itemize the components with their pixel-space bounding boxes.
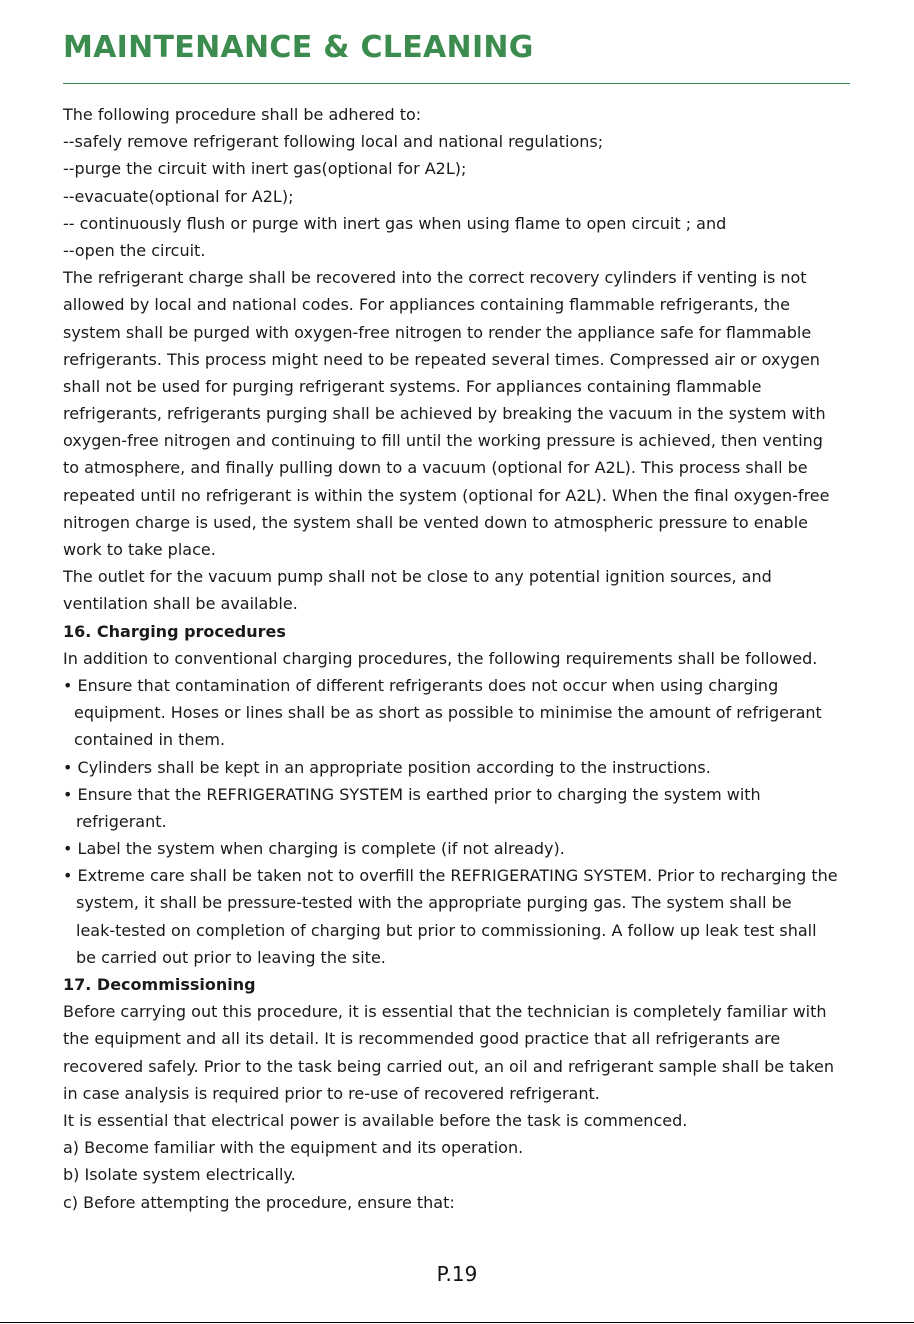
text-line: In addition to conventional charging procedures, the following requirements shall be followed. [63, 648, 818, 668]
text-line: contained in them. [74, 730, 226, 750]
title-divider [63, 83, 850, 84]
text-line: refrigerants. This process might need to be repeated several times. Compressed air or oxygen [63, 349, 820, 369]
text-line: shall not be used for purging refrigerant systems. For appliances containing flammable [63, 376, 762, 396]
text-line: • Label the system when charging is complete (if not already). [63, 839, 565, 859]
text-line: nitrogen charge is used, the system shall be vented down to atmospheric pressure to enable [63, 512, 808, 532]
text-line: • Extreme care shall be taken not to overfill the REFRIGERATING SYSTEM. Prior to recharging the [63, 866, 838, 886]
text-line: --evacuate(optional for A2L); [63, 186, 294, 206]
text-line: in case analysis is required prior to re-use of recovered refrigerant. [63, 1083, 600, 1103]
text-line: c) Before attempting the procedure, ensure that: [63, 1192, 455, 1212]
text-line: --purge the circuit with inert gas(optional for A2L); [63, 159, 467, 179]
text-line: a) Become familiar with the equipment and its operation. [63, 1138, 524, 1158]
text-line: It is essential that electrical power is available before the task is commenced. [63, 1110, 688, 1130]
page-number: P.19 [436, 1262, 478, 1286]
text-line: The refrigerant charge shall be recovered into the correct recovery cylinders if venting is not [63, 268, 807, 288]
text-line: • Ensure that the REFRIGERATING SYSTEM is earthed prior to charging the system with [63, 784, 761, 804]
section-heading: 17. Decommissioning [63, 975, 256, 994]
text-line: The outlet for the vacuum pump shall not be close to any potential ignition sources, and [63, 567, 772, 587]
text-line: oxygen-free nitrogen and continuing to fill until the working pressure is achieved, then venting [63, 431, 823, 451]
text-line: refrigerant. [76, 811, 167, 831]
text-line: refrigerants, refrigerants purging shall be achieved by breaking the vacuum in the system with [63, 404, 826, 424]
text-line: to atmosphere, and finally pulling down to a vacuum (optional for A2L). This process shall be [63, 458, 808, 478]
text-line: work to take place. [63, 540, 216, 559]
body-text [63, 101, 853, 1216]
text-line: repeated until no refrigerant is within the system (optional for A2L). When the final oxygen-free [63, 485, 830, 505]
section-heading: 16. Charging procedures [63, 621, 286, 641]
text-line: --safely remove refrigerant following local and national regulations; [63, 132, 604, 152]
text-line: leak-tested on completion of charging but prior to commissioning. A follow up leak test shall [76, 920, 817, 940]
page-title: MAINTENANCE & CLEANING [63, 30, 534, 65]
text-line: • Cylinders shall be kept in an appropriate position according to the instructions. [63, 757, 711, 777]
text-line: the equipment and all its detail. It is recommended good practice that all refrigerants are [63, 1029, 781, 1049]
text-line: --open the circuit. [63, 240, 206, 260]
text-line: system shall be purged with oxygen-free nitrogen to render the appliance safe for flammable [63, 322, 812, 342]
text-line: • Ensure that contamination of different refrigerants does not occur when using charging [63, 675, 779, 695]
bottom-divider [0, 1322, 914, 1323]
text-line: recovered safely. Prior to the task being carried out, an oil and refrigerant sample shall be taken [63, 1056, 834, 1076]
text-line: be carried out prior to leaving the site. [76, 947, 386, 967]
text-line: allowed by local and national codes. For appliances containing flammable refrigerants, the [63, 295, 790, 315]
text-line: b) Isolate system electrically. [63, 1165, 296, 1185]
text-line: Before carrying out this procedure, it is essential that the technician is completely familiar with [63, 1002, 827, 1022]
text-line: ventilation shall be available. [63, 594, 298, 614]
text-line: system, it shall be pressure-tested with the appropriate purging gas. The system shall be [76, 893, 792, 913]
text-line: The following procedure shall be adhered to: [63, 105, 422, 124]
text-line: equipment. Hoses or lines shall be as short as possible to minimise the amount of refrigerant [74, 703, 822, 723]
text-line: -- continuously flush or purge with inert gas when using flame to open circuit ; and [63, 213, 727, 233]
